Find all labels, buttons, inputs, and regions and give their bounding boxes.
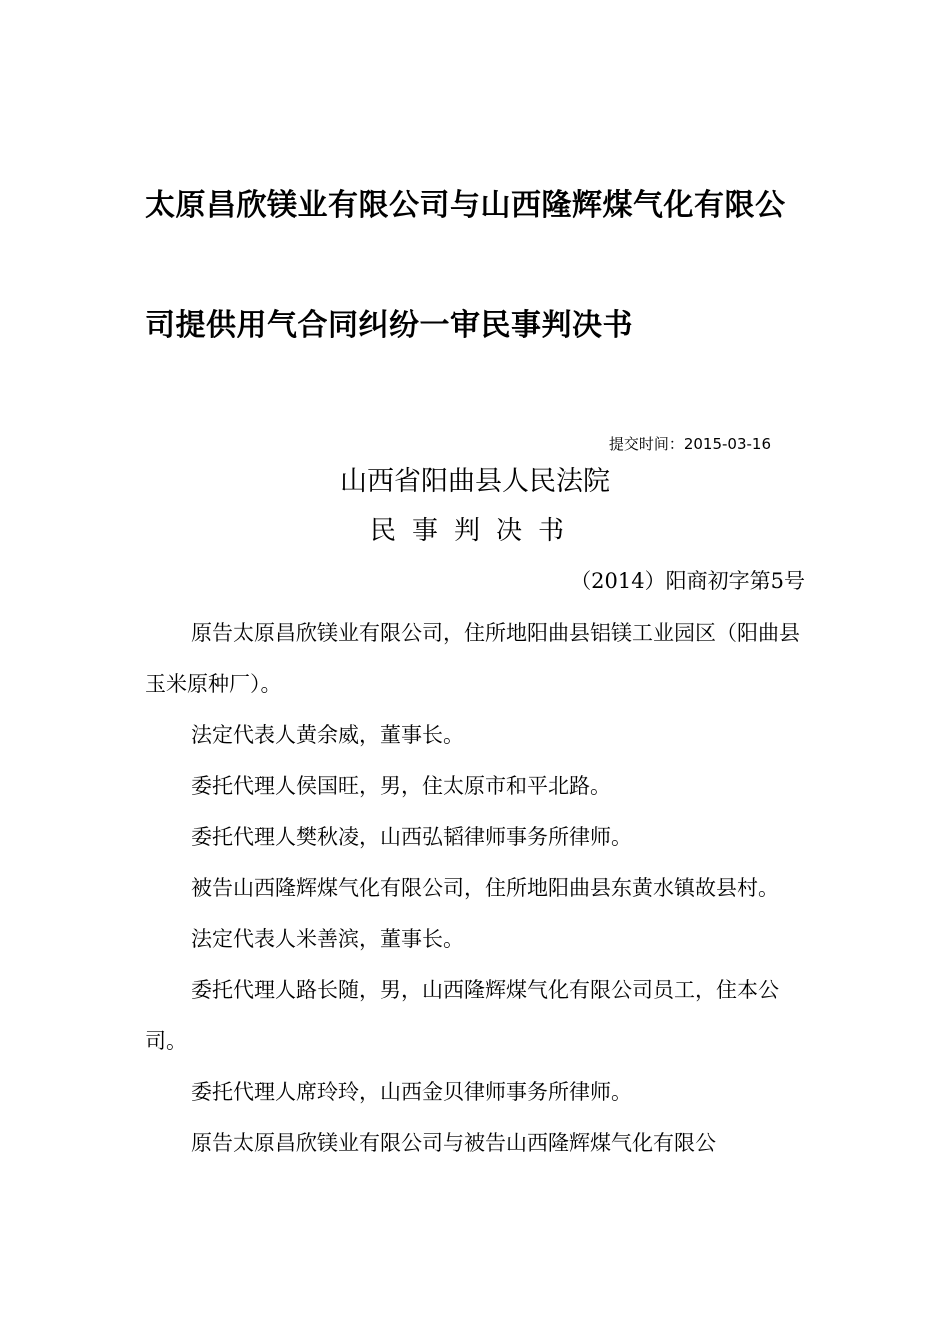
paragraph-defendant: 被告山西隆辉煤气化有限公司，住所地阳曲县东黄水镇故县村。 bbox=[191, 876, 779, 900]
paragraph-plaintiff-agent-2: 委托代理人樊秋凌，山西弘韬律师事务所律师。 bbox=[191, 825, 632, 849]
case-number: （2014）阳商初字第5号 bbox=[570, 569, 805, 593]
document-type-heading: 民事判决书 bbox=[369, 516, 580, 546]
paragraph-plaintiff: 原告太原昌欣镁业有限公司，住所地阳曲县铝镁工业园区（阳曲县玉米原种厂）。 bbox=[145, 621, 800, 696]
judgment-body bbox=[145, 608, 805, 1169]
paragraph-plaintiff-agent-1: 委托代理人侯国旺，男，住太原市和平北路。 bbox=[191, 774, 611, 798]
paragraph-plaintiff-legal-rep: 法定代表人黄余威，董事长。 bbox=[191, 723, 464, 747]
submit-time: 提交时间：2015-03-16 bbox=[608, 435, 771, 453]
document-title-line-1: 太原昌欣镁业有限公司与山西隆辉煤气化有限公 bbox=[145, 188, 786, 223]
court-name: 山西省阳曲县人民法院 bbox=[340, 466, 610, 497]
paragraph-defendant-legal-rep: 法定代表人米善滨，董事长。 bbox=[191, 927, 464, 951]
document-title-line-2: 司提供用气合同纠纷一审民事判决书 bbox=[145, 308, 633, 343]
paragraph-case-summary: 原告太原昌欣镁业有限公司与被告山西隆辉煤气化有限公 bbox=[191, 1131, 716, 1155]
paragraph-defendant-agent-2: 委托代理人席玲玲，山西金贝律师事务所律师。 bbox=[191, 1080, 632, 1104]
paragraph-defendant-agent-1: 委托代理人路长随，男，山西隆辉煤气化有限公司员工，住本公司。 bbox=[145, 978, 779, 1053]
